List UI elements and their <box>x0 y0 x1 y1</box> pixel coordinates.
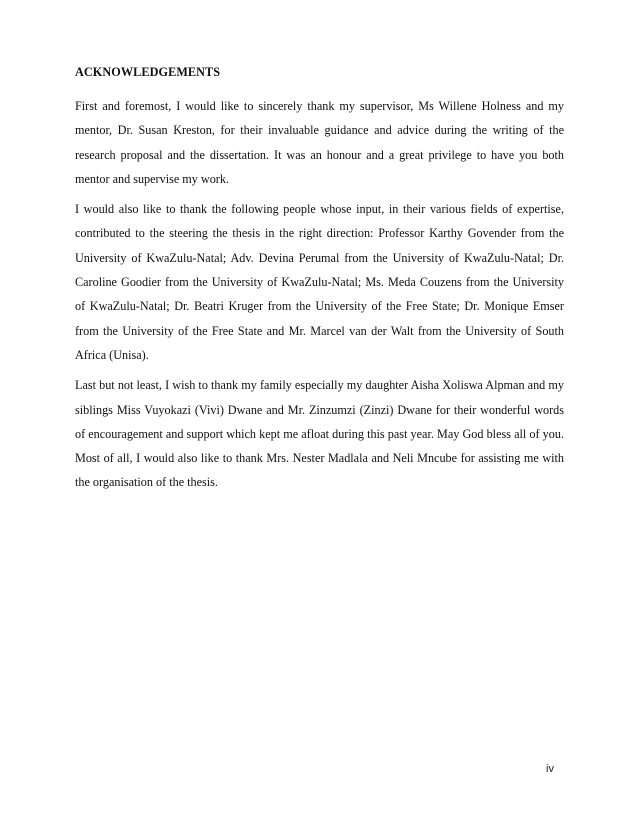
document-body <box>75 64 564 501</box>
paragraph-supervisors: First and foremost, I would like to sincerely thank my supervisor, Ms Willene Holness and my mentor, Dr. Susan Kreston, for their invaluable guidance and advice during the writing of the research proposal and the dissertation. It was an honour and a great privilege to have you both mentor and supervise my work. <box>75 99 564 186</box>
page-number: iv <box>546 763 554 775</box>
section-heading: ACKNOWLEDGEMENTS <box>75 65 221 79</box>
paragraph-contributors: I would also like to thank the following people whose input, in their various fields of expertise, contributed to the steering the thesis in the right direction: Professor Karthy Govender from the University of KwaZulu-Natal; Adv. Devina Perumal from the University of KwaZulu-Natal; Dr. Caroline Goodier from the University of KwaZulu-Natal; Ms. Meda Couzens from the University of KwaZulu-Natal; Dr. Beatri Kruger from the University of the Free State; Dr. Monique Emser from the University of the Free State and Mr. Marcel van der Walt from the University of South Africa (Unisa). <box>75 202 564 362</box>
paragraph-family: Last but not least, I wish to thank my family especially my daughter Aisha Xoliswa Alpman and my siblings Miss Vuyokazi (Vivi) Dwane and Mr. Zinzumzi (Zinzi) Dwane for their wonderful words of encouragement and support which kept me afloat during this past year. May God bless all of you. Most of all, I would also like to thank Mrs. Nester Madlala and Neli Mncube for assisting me with the organisation of the thesis. <box>75 378 564 490</box>
